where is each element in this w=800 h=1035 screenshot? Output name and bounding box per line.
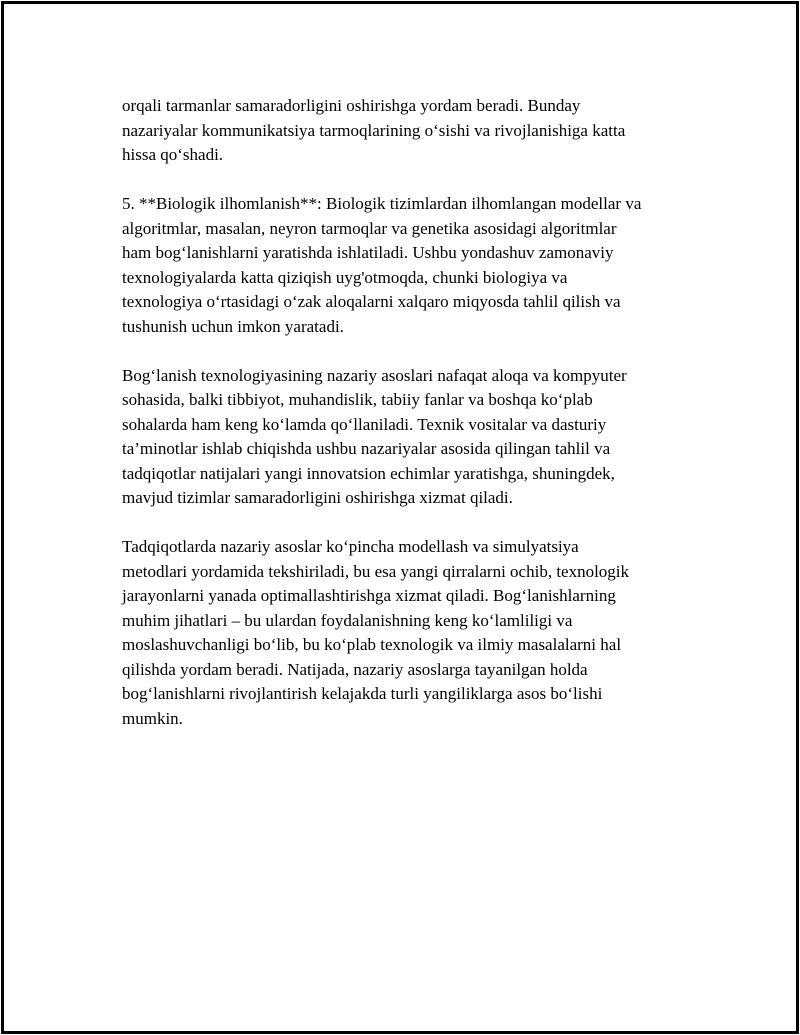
document-body <box>122 94 697 756</box>
paragraph-continuation: orqali tarmanlar samaradorligini oshirishga yordam beradi. Bunday nazariyalar kommunikatsiya tarmoqlarining o‘sishi va rivojlanishiga katta hissa qo‘shadi. <box>122 96 626 164</box>
paragraph-biologik-ilhomlanish: 5. **Biologik ilhomlanish**: Biologik tizimlardan ilhomlangan modellar va algoritmlar, masalan, neyron tarmoqlar va genetika asosidagi algoritmlar ham bog‘lanishlarni yaratishda ishlatiladi. Ushbu yondashuv zamonaviy texnologiyalarda katta qiziqish uyg'otmoqda, chunki biologiya va texnologiya o‘rtasidagi o‘zak aloqalarni xalqaro miqyosda tahlil qilish va tushunish uchun imkon yaratadi. <box>122 194 642 336</box>
page-frame <box>1 1 799 1034</box>
paragraph-nazariy-asoslar: Bog‘lanish texnologiyasining nazariy asoslari nafaqat aloqa va kompyuter sohasida, balki tibbiyot, muhandislik, tabiiy fanlar va boshqa ko‘plab sohalarda ham keng ko‘lamda qo‘llaniladi. Texnik vositalar va dasturiy ta’minotlar ishlab chiqishda ushbu nazariyalar asosida qilingan tahlil va tadqiqotlar natijalari yangi innovatsion echimlar yaratishga, shuningdek, mavjud tizimlar samaradorligini oshirishga xizmat qiladi. <box>122 365 627 507</box>
paragraph-tadqiqotlar: Tadqiqotlarda nazariy asoslar ko‘pincha modellash va simulyatsiya metodlari yordamida tekshiriladi, bu esa yangi qirralarni ochib, texnologik jarayonlarni yanada optimallashtirishga xizmat qiladi. Bog‘lanishlarning muhim jihatlari – bu ulardan foydalanishning keng ko‘lamliligi va moslashuvchanligi bo‘lib, bu ko‘plab texnologik va ilmiy masalalarni hal qilishda yordam beradi. Natijada, nazariy asoslarga tayanilgan holda bog‘lanishlarni rivojlantirish kelajakda turli yangiliklarga asos bo‘lishi mumkin. <box>122 537 630 728</box>
